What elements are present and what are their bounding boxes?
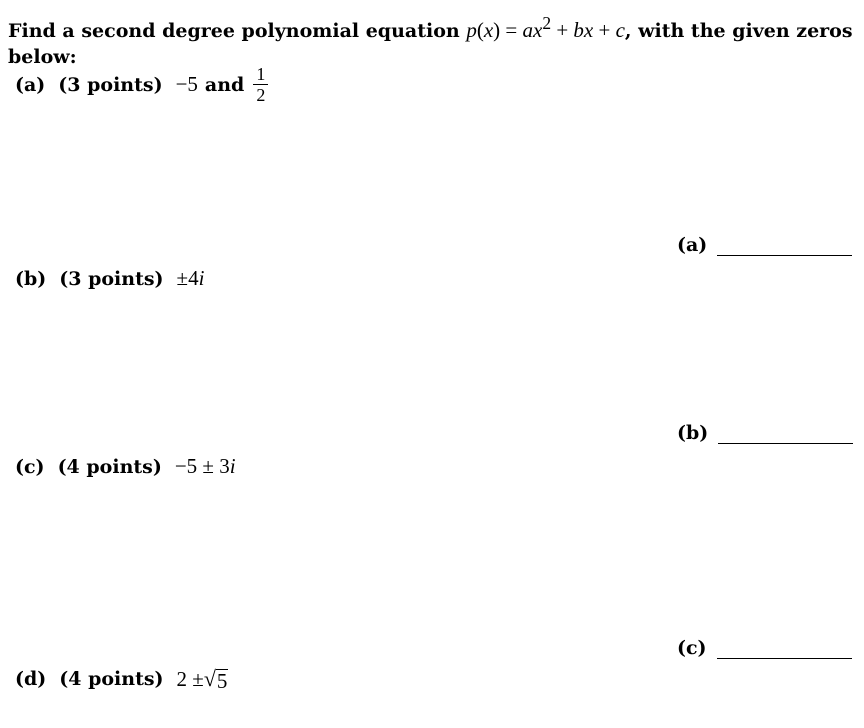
problem-part-label: (d)	[15, 668, 47, 690]
answer-label: (c)	[677, 637, 707, 659]
answer-b	[677, 422, 853, 444]
problem-points: (4 points)	[57, 455, 162, 478]
answer-label: (b)	[677, 422, 709, 444]
square-root: √ 5	[203, 666, 228, 693]
answer-blank-a[interactable]	[717, 239, 852, 256]
problem-zeros: ±4 i	[176, 266, 205, 290]
problem-d	[15, 666, 228, 692]
problem-c	[15, 454, 236, 479]
fraction-one-half: $\frac{1}{2}$	[253, 64, 268, 105]
problem-part-label: (c)	[15, 455, 45, 478]
answer-blank-c[interactable]	[717, 642, 852, 659]
problem-part-label: (b)	[15, 267, 47, 290]
problem-zeros: −5 ± 3 i	[174, 454, 236, 478]
answer-blank-b[interactable]	[718, 427, 853, 444]
instructions-text: Find a second degree polynomial equation	[8, 20, 460, 42]
problem-zeros: −5 and $\frac{1}{2}$	[176, 64, 269, 105]
problem-points: (4 points)	[59, 668, 164, 690]
answer-a	[677, 234, 852, 256]
instructions	[8, 10, 858, 70]
polynomial-equation: $p(x) = ax^2$ + bx + c	[466, 13, 625, 42]
problem-b	[15, 266, 204, 291]
problem-part-label: (a)	[15, 73, 46, 96]
problem-zeros: 2 ± √ 5	[176, 666, 228, 693]
problem-a	[15, 64, 268, 105]
problem-points: (3 points)	[58, 73, 163, 96]
problem-points: (3 points)	[59, 267, 164, 290]
instructions-suffix: , with the given zeros below:	[8, 20, 853, 68]
answer-label: (a)	[677, 234, 708, 256]
answer-c	[677, 637, 852, 659]
